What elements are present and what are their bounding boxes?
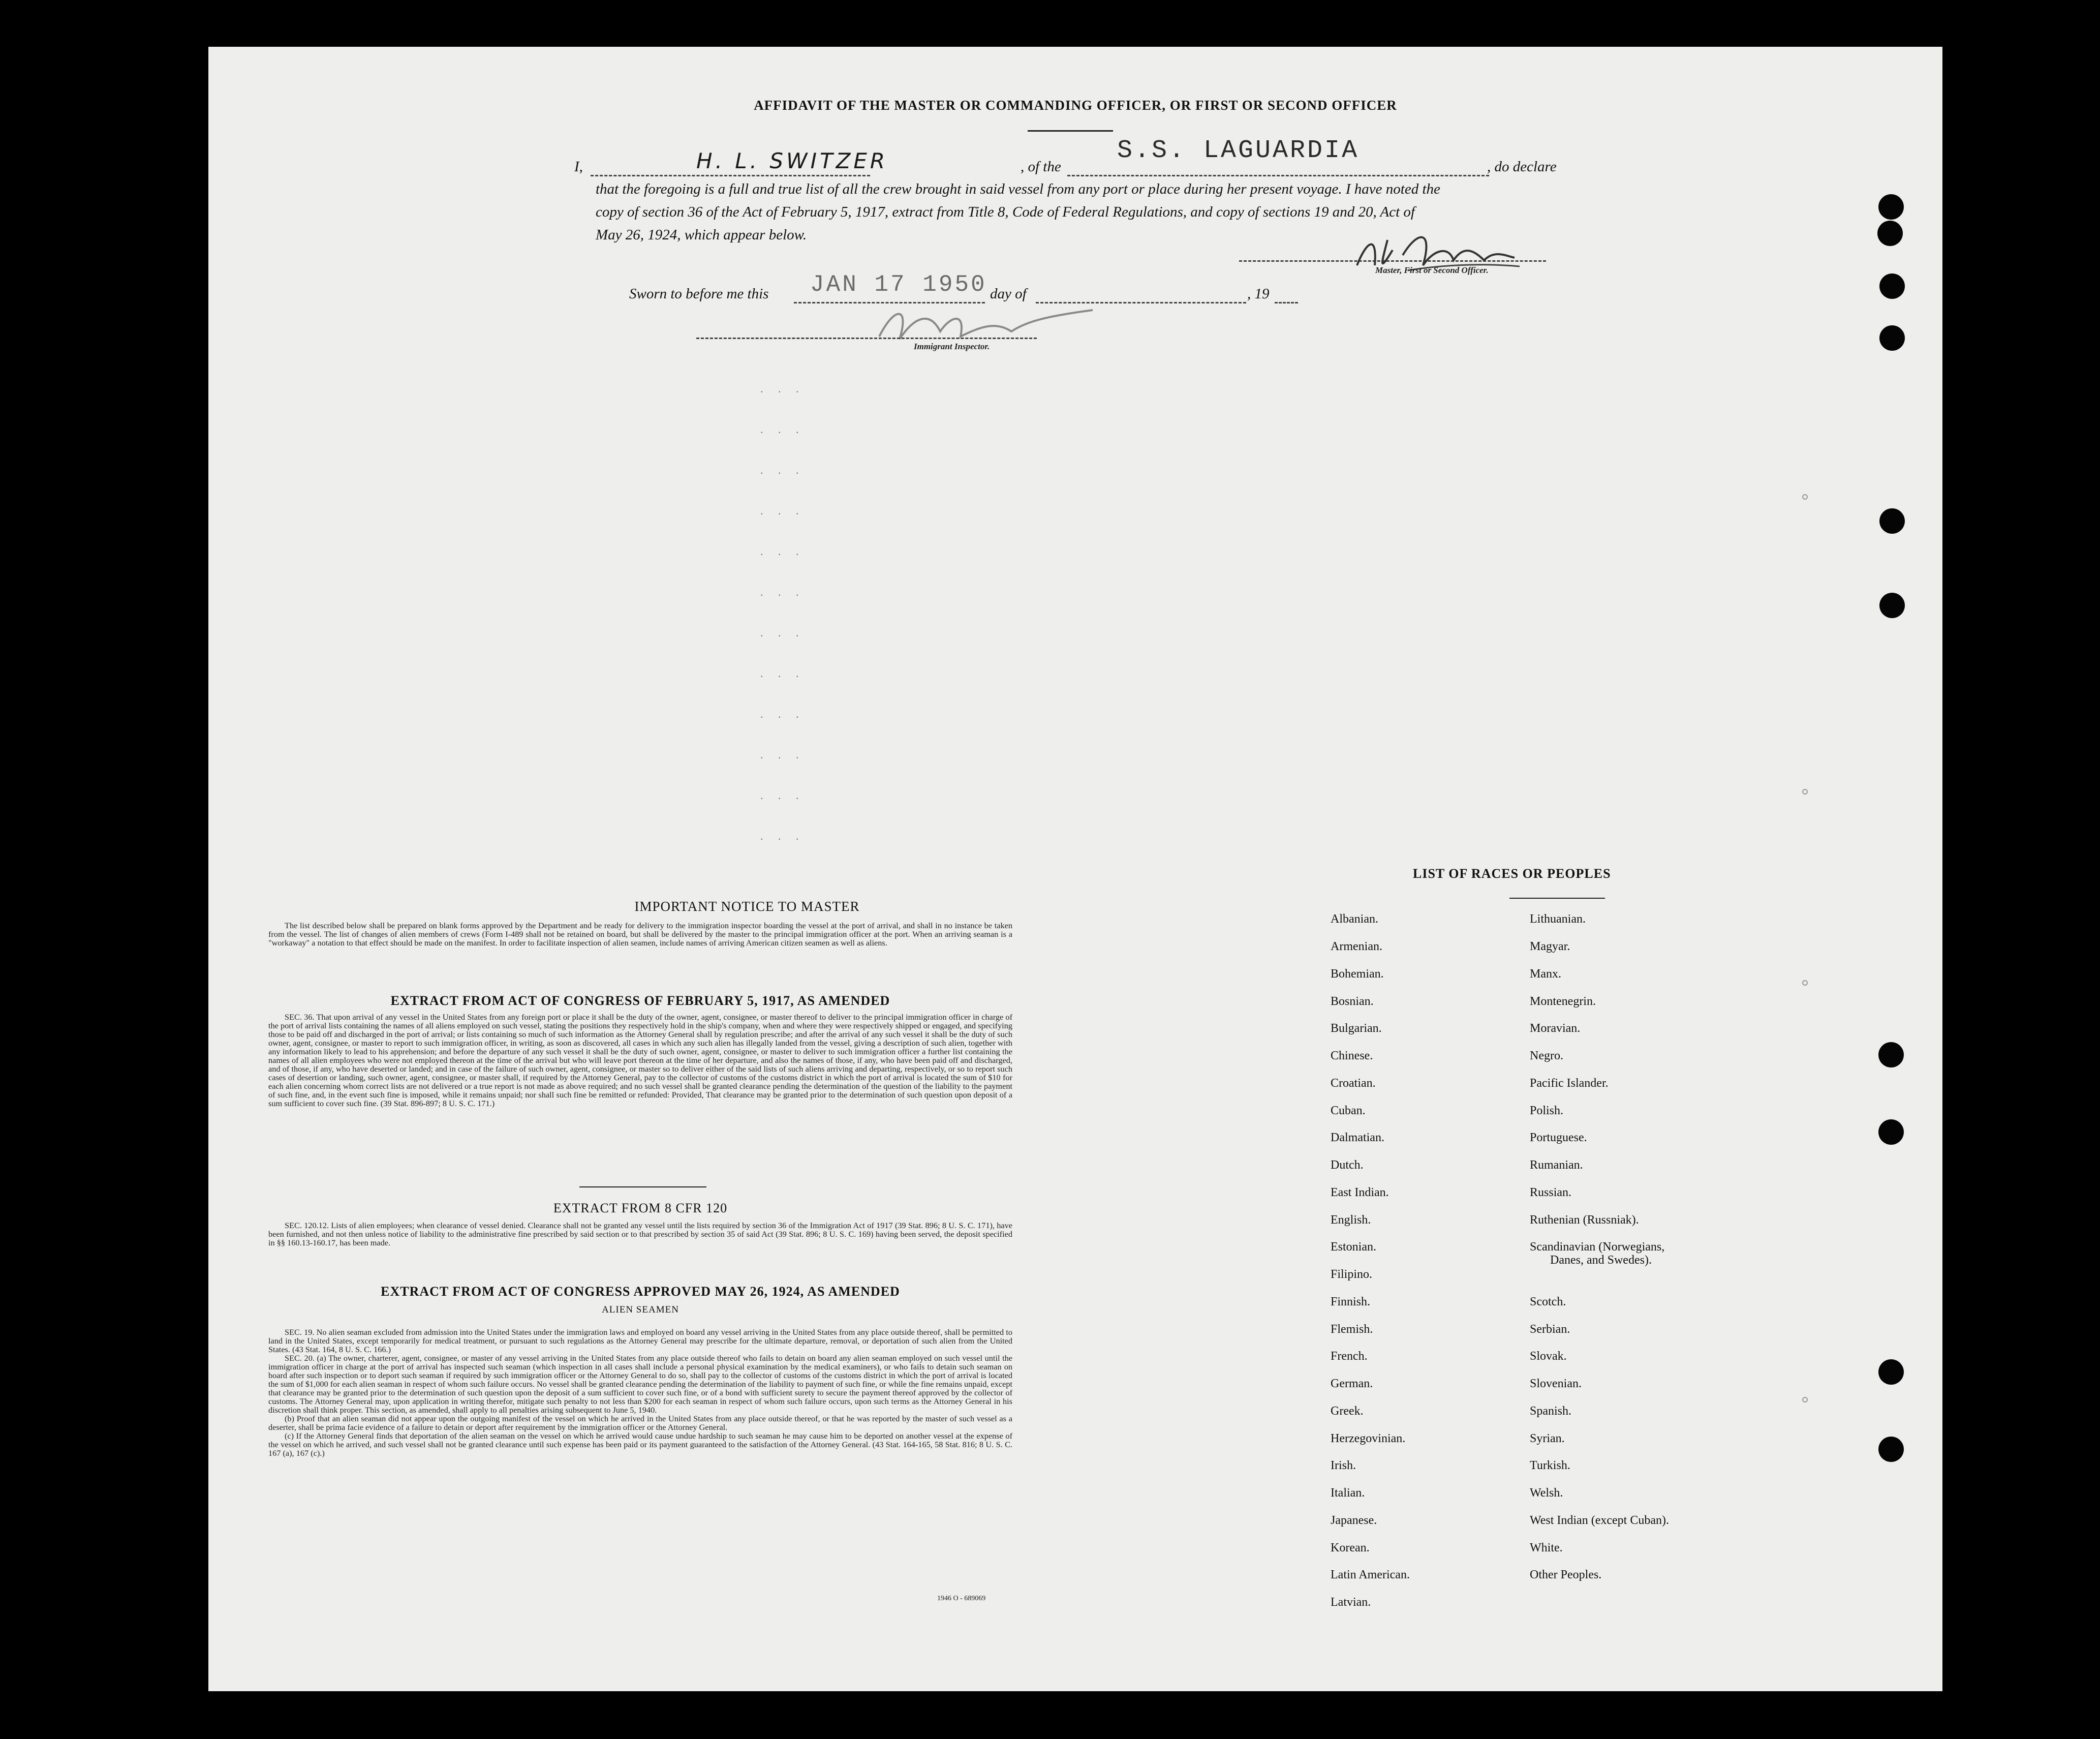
- race-item: Ruthenian (Russniak).: [1530, 1213, 1639, 1227]
- race-item: Estonian.: [1331, 1240, 1376, 1254]
- race-item: Serbian.: [1530, 1323, 1570, 1336]
- edge-mark: [1802, 494, 1808, 500]
- binder-hole: [1879, 325, 1905, 351]
- race-item: Latin American.: [1331, 1568, 1410, 1581]
- race-item: Irish.: [1331, 1459, 1356, 1472]
- races-title: LIST OF RACES OR PEOPLES: [1413, 866, 1611, 881]
- race-item: Slovenian.: [1530, 1377, 1582, 1390]
- faint-marks: . . .: [760, 667, 805, 680]
- faint-marks: . . .: [760, 464, 805, 476]
- affidavit-line-2: that the foregoing is a full and true list of all the crew brought in said vessel from any port or place during her present voyage. I have noted the: [596, 181, 1440, 197]
- binder-hole: [1879, 508, 1905, 534]
- race-item: Bosnian.: [1331, 995, 1374, 1008]
- day-of-label: day of: [990, 286, 1027, 302]
- race-item: Korean.: [1331, 1541, 1370, 1554]
- race-item: Croatian.: [1331, 1077, 1376, 1090]
- extract-1917-body: [268, 1013, 1012, 1108]
- race-item: French.: [1331, 1350, 1368, 1363]
- faint-marks: . . .: [760, 748, 805, 761]
- race-item: Polish.: [1530, 1104, 1564, 1117]
- affidavit-line-3: copy of section 36 of the Act of February 5, 1917, extract from Title 8, Code of Federal Regulations, and copy of sections 19 and 20, Act of: [596, 204, 1415, 220]
- race-item: Manx.: [1530, 967, 1561, 981]
- race-item: Russian.: [1530, 1186, 1572, 1199]
- race-item: English.: [1331, 1213, 1371, 1227]
- race-item: Cuban.: [1331, 1104, 1366, 1117]
- binder-hole: [1877, 221, 1903, 246]
- notice-text: The list described below shall be prepared on blank forms approved by the Department and be ready for delivery to the immigration inspector boarding the vessel at the port of arrival, and shall in no instance be taken from the vessel. The list of changes of alien members of crews (Form I-489 shall not be retained on board, but shall be delivered by the master to the principal immigration officer at the port. When an arriving seaman is a "workaway" a notation to that effect should be made on the manifest. In order to facilitate inspection of alien seamen, include names of arriving American citizen seamen as well as aliens.: [268, 921, 1012, 948]
- date-stamp: JAN 17 1950: [810, 271, 987, 298]
- sec-20c-text: (c) If the Attorney General finds that deportation of the alien seaman on the vessel on which he arrived would cause undue hardship to such seaman he may cause him to be deported on another vessel at the expense of the vessel on which he arrived, and such vessel shall not be granted clearance until such expense has been paid or its payment guaranteed to the satisfaction of the Attorney General. (43 Stat. 164-165, 58 Stat. 816; 8 U. S. C. 167 (a), 167 (c).): [268, 1431, 1012, 1458]
- document-page: [208, 47, 1942, 1691]
- race-item: Lithuanian.: [1530, 912, 1586, 926]
- binder-hole: [1878, 194, 1904, 220]
- vessel-line: [1067, 175, 1489, 176]
- year-label: , 19: [1247, 286, 1270, 302]
- faint-marks: . . .: [760, 545, 805, 558]
- race-item: Moravian.: [1530, 1022, 1581, 1035]
- binder-hole: [1878, 1437, 1904, 1462]
- section-divider: [579, 1186, 706, 1187]
- binder-hole: [1878, 1042, 1904, 1067]
- race-item: Pacific Islander.: [1530, 1077, 1609, 1090]
- race-item: West Indian (except Cuban).: [1530, 1514, 1669, 1527]
- notice-body: [268, 921, 1012, 947]
- race-item: Spanish.: [1530, 1405, 1572, 1418]
- name-line: [591, 175, 870, 176]
- sworn-label: Sworn to before me this: [629, 286, 769, 302]
- faint-marks: . . .: [760, 626, 805, 639]
- race-item: Japanese.: [1331, 1514, 1377, 1527]
- race-item: Portuguese.: [1530, 1131, 1587, 1144]
- race-item: Albanian.: [1331, 912, 1378, 926]
- extract-cfr-title: EXTRACT FROM 8 CFR 120: [553, 1201, 728, 1215]
- edge-mark: [1802, 789, 1808, 795]
- race-item: Dalmatian.: [1331, 1131, 1384, 1144]
- race-item: Flemish.: [1331, 1323, 1373, 1336]
- extract-1924-subtitle: ALIEN SEAMEN: [602, 1304, 679, 1315]
- binder-hole: [1878, 1359, 1904, 1385]
- edge-mark: [1802, 980, 1808, 986]
- race-item: Bohemian.: [1331, 967, 1384, 981]
- master-signature: [1347, 220, 1530, 286]
- inspector-caption: Immigrant Inspector.: [914, 342, 990, 351]
- notice-title: IMPORTANT NOTICE TO MASTER: [634, 899, 860, 914]
- faint-marks: . . .: [760, 789, 805, 802]
- sec-19-text: SEC. 19. No alien seaman excluded from admission into the United States under the immigration laws and employed on board any vessel arriving in the United States from any place outside thereof, shall be permitted to land in the United States, except temporarily for medical treatment, or pursuant to such regulations as the Attorney General may prescribe for the ultimate departure, removal, or deportation of such alien from the United States. (43 Stat. 164, 8 U. S. C. 166.): [268, 1327, 1012, 1354]
- race-item: Other Peoples.: [1530, 1568, 1602, 1581]
- race-item: Magyar.: [1530, 940, 1570, 953]
- extract-cfr-body: [268, 1221, 1012, 1247]
- affidavit-line-4: May 26, 1924, which appear below.: [596, 227, 807, 243]
- extract-1917-text: SEC. 36. That upon arrival of any vessel in the United States from any foreign port or place it shall be the duty of the owner, agent, consignee, or master thereof to deliver to the principal immigration officer in charge of the port of arrival lists containing the names of all aliens employed on such vessel, stating the positions they respectively hold in the ship's company, when and where they were respectively shipped or engaged, and specifying those to be paid off and discharged in the port of arrival; or lists containing so much of such information as the Attorney General shall by regulation prescribe; and after the arrival of any such vessel it shall be the duty of such owner, agent, consignee, or master to report to such immigration officer, in writing, as soon as discovered, all cases in which any such alien has illegally landed from the vessel, giving a description of such alien, together with any information likely to lead to his apprehension; and before the departure of any such vessel it shall be the duty of such owner, agent, consignee, or master to deliver to such immigration officer a further list containing the names of all alien employees who were not employed thereon at the time of the arrival but who will leave port thereon at the time of her departure, and also the names of those, if any, who have been paid off and discharged, and of those, if any, who have deserted or landed; and in case of the failure of such owner, agent, consignee, or master so to deliver either of the said lists of such aliens arriving and departing, respectively, or so to report such cases of desertion or landing, such owner, agent, consignee, or master shall, if required by the Attorney General, pay to the collector of customs of the customs district in which the port of arrival is located the sum of $10 for each alien concerning whom correct lists are not delivered or a true report is not made as above required; and no such vessel shall be granted clearance pending the determination of the question of the liability to the payment of such fine, and, in the event such fine is imposed, while it remains unpaid; nor shall such fine be remitted or refunded: Provided, That clearance may be granted prior to the determination of such question upon deposit of a sum sufficient to cover such fine. (39 Stat. 896-897; 8 U. S. C. 171.): [268, 1012, 1012, 1108]
- faint-marks: . . .: [760, 504, 805, 517]
- race-item: Danes, and Swedes).: [1550, 1254, 1652, 1267]
- race-item: White.: [1530, 1541, 1563, 1554]
- binder-hole: [1879, 593, 1905, 618]
- races-underline: [1509, 898, 1605, 899]
- extract-1924-body: [268, 1328, 1012, 1457]
- print-code: 1946 O - 689069: [937, 1595, 986, 1602]
- faint-marks: . . .: [760, 423, 805, 436]
- race-item: Latvian.: [1331, 1596, 1371, 1609]
- faint-marks: . . .: [760, 382, 805, 395]
- year-line: [1275, 302, 1298, 303]
- race-item: Herzegovinian.: [1331, 1432, 1406, 1445]
- race-item: Turkish.: [1530, 1459, 1570, 1472]
- faint-marks: . . .: [760, 830, 805, 842]
- inspector-signature-line: [696, 338, 1037, 339]
- race-item: Filipino.: [1331, 1268, 1373, 1281]
- edge-mark: [1802, 1397, 1808, 1402]
- extract-cfr-text: SEC. 120.12. Lists of alien employees; when clearance of vessel denied. Clearance shall not be granted any vessel until the lists required by section 36 of the Immigration Act of 1917 (39 Stat. 896; 8 U. S. C. 171), have been furnished, and not then unless notice of liability to the administrative fine prescribed by said section or to that prescribed by section 35 of said Act (39 Stat. 896; 8 U. S. C. 169) having been served, the deposit specified in §§ 160.13-160.17, has been made.: [268, 1221, 1012, 1247]
- affidavit-title: AFFIDAVIT OF THE MASTER OR COMMANDING OFFICER, OR FIRST OR SECOND OFFICER: [754, 98, 1397, 113]
- race-item: Welsh.: [1530, 1486, 1563, 1500]
- master-caption: Master, First or Second Officer.: [1375, 265, 1489, 275]
- race-item: Slovak.: [1530, 1350, 1567, 1363]
- do-declare: , do declare: [1487, 159, 1557, 175]
- race-item: Scotch.: [1530, 1295, 1566, 1308]
- binder-hole: [1878, 1119, 1904, 1145]
- race-item: Syrian.: [1530, 1432, 1565, 1445]
- race-item: Bulgarian.: [1331, 1022, 1382, 1035]
- faint-marks: . . .: [760, 708, 805, 720]
- race-item: Scandinavian (Norwegians,: [1530, 1240, 1665, 1254]
- of-the-label: , of the: [1021, 159, 1061, 175]
- i-label: I,: [574, 159, 583, 175]
- race-item: Greek.: [1331, 1405, 1364, 1418]
- binder-hole: [1879, 273, 1905, 299]
- race-item: German.: [1331, 1377, 1373, 1390]
- sec-20a-text: SEC. 20. (a) The owner, charterer, agent, consignee, or master of any vessel arriving in the United States from any place outside thereof who fails to detain on board any alien seaman employed on such vessel until the immigration officer in charge at the port of arrival has inspected such seaman (which inspection in all cases shall include a personal physical examination by the medical examiners), or who fails to detain such seaman on board after such inspection or to deport such seaman if required by such immigration officer or the Attorney General to do so, shall pay to the collector of customs of the customs district in which the port of arrival is located the sum of $1,000 for each alien seaman in respect of whom such failure occurs. No vessel shall be granted clearance pending the determination of the liability to payment of such fine, or while the fine remains unpaid, except that clearance may be granted prior to the determination of such question upon the deposit of a sum sufficient to cover such fine, or of a bond with sufficient surety to secure the payment thereof approved by the collector of customs. The Attorney General may, upon application in writing therefor, mitigate such penalty to not less than $200 for each seaman in respect of whom such failure occurs, upon such terms as the Attorney General in his discretion shall think proper. This section, as amended, shall apply to all penalties arising subsequent to June 5, 1940.: [268, 1353, 1012, 1415]
- race-item: Montenegrin.: [1530, 995, 1596, 1008]
- faint-marks: . . .: [760, 586, 805, 598]
- race-item: Chinese.: [1331, 1049, 1373, 1062]
- race-item: Italian.: [1331, 1486, 1365, 1500]
- race-item: East Indian.: [1331, 1186, 1389, 1199]
- race-item: Rumanian.: [1530, 1158, 1583, 1172]
- race-item: Finnish.: [1331, 1295, 1371, 1308]
- master-name: H. L. SWITZER: [696, 148, 888, 173]
- title-underline: [1028, 130, 1113, 132]
- extract-1917-title: EXTRACT FROM ACT OF CONGRESS OF FEBRUARY 5, 1917, AS AMENDED: [390, 993, 890, 1008]
- sec-20b-text: (b) Proof that an alien seaman did not appear upon the outgoing manifest of the vessel on which he arrived in the United States from any place outside thereof, or that he was reported by the master of such vessel as a deserter, shall be prima facie evidence of a failure to detain or deport after requirement by the immigration officer or the Attorney General.: [268, 1414, 1012, 1432]
- race-item: Negro.: [1530, 1049, 1563, 1062]
- extract-1924-title: EXTRACT FROM ACT OF CONGRESS APPROVED MAY 26, 1924, AS AMENDED: [381, 1284, 900, 1299]
- race-item: Armenian.: [1331, 940, 1382, 953]
- vessel-name: S.S. LAGUARDIA: [1117, 136, 1360, 165]
- race-item: Dutch.: [1331, 1158, 1364, 1172]
